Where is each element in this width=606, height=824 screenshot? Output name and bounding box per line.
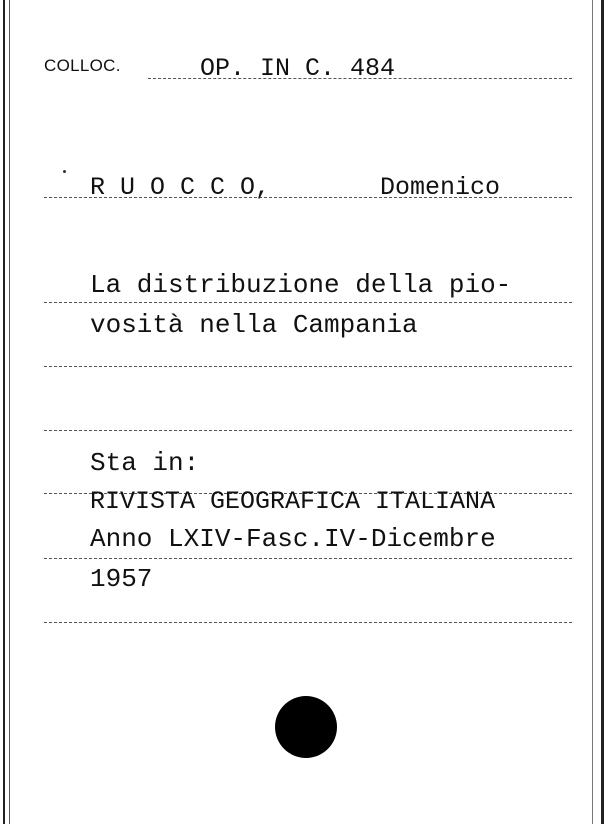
colloc-label: COLLOC.	[44, 56, 121, 75]
author-given-name: Domenico	[380, 173, 501, 202]
source-label: Sta in:	[90, 448, 200, 478]
card-border-left	[3, 0, 5, 824]
blank-rule	[44, 430, 572, 431]
punch-hole	[275, 696, 337, 758]
shelfmark: OP. IN C. 484	[200, 54, 396, 83]
author-surname: R U O C C O,	[90, 173, 271, 202]
journal-issue: Anno LXIV-Fasc.IV-Dicembre	[90, 524, 496, 554]
title-rule-1	[44, 302, 572, 303]
card-border-right-inner	[592, 0, 593, 824]
title-line-2: vosità nella Campania	[90, 310, 418, 340]
journal-title: RIVISTA GEOGRAFICA ITALIANA	[90, 487, 496, 516]
ink-speck	[63, 170, 66, 173]
publication-year: 1957	[90, 564, 153, 594]
card-border-right	[601, 0, 604, 824]
source-rule-2	[44, 558, 572, 559]
source-rule-3	[44, 622, 572, 623]
title-line-1: La distribuzione della pio-	[90, 270, 512, 300]
title-rule-2	[44, 366, 572, 367]
card-border-left-inner	[9, 0, 10, 824]
